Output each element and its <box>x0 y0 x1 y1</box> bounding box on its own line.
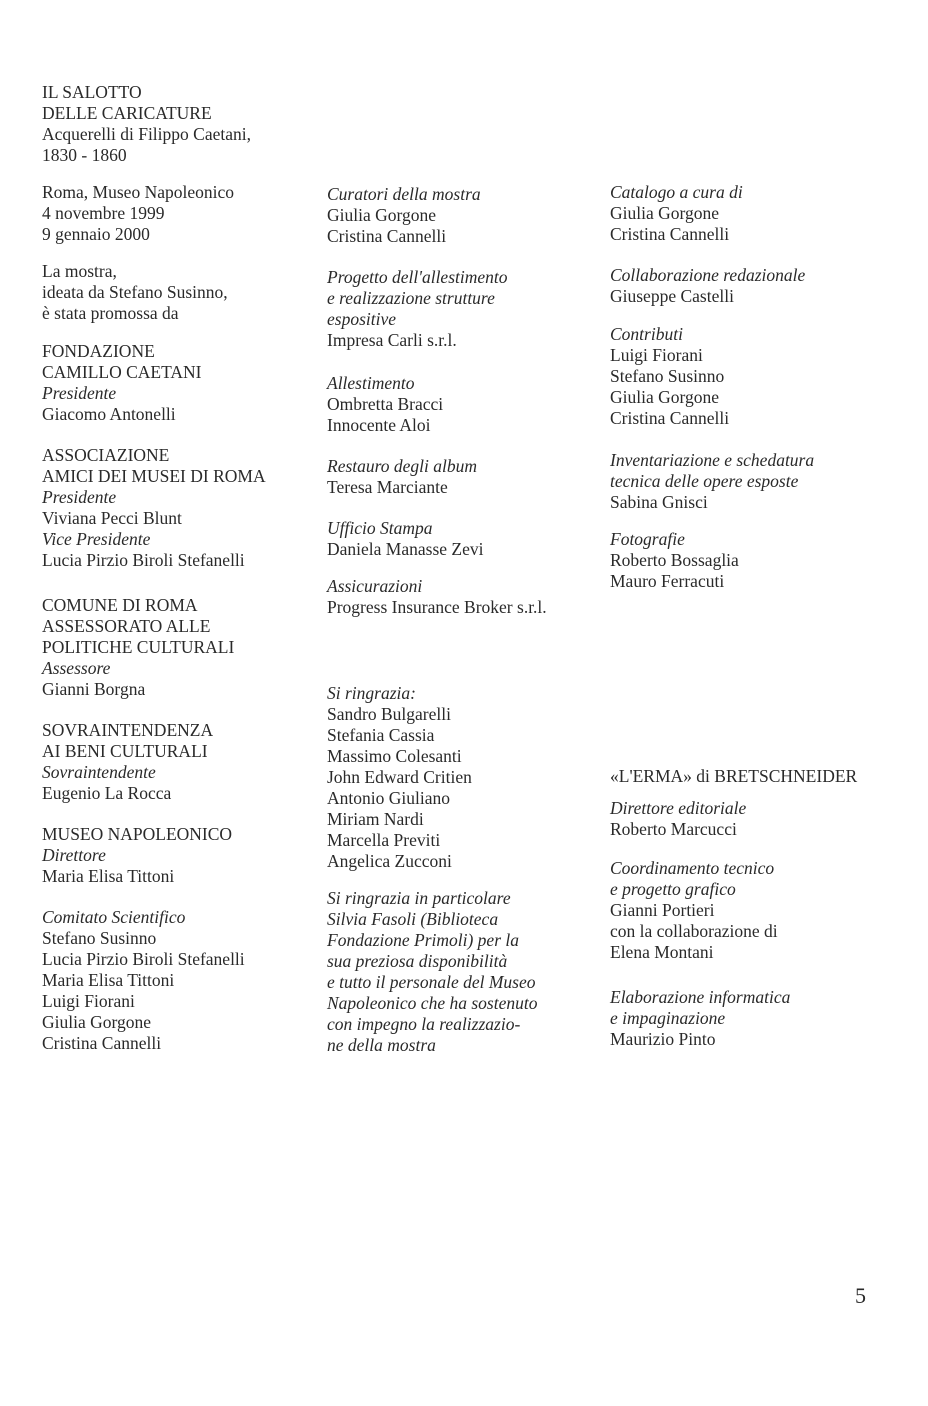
thanks-line: Silvia Fasoli (Biblioteca <box>327 909 499 929</box>
person-name: Stefano Susinno <box>42 928 157 948</box>
ufficio-stampa-block <box>327 518 597 560</box>
person-name: Lucia Pirzio Biroli Stefanelli <box>42 550 245 570</box>
fondazione-block <box>42 341 312 425</box>
exhibition-title <box>42 82 312 166</box>
person-name: Roberto Marcucci <box>610 819 737 839</box>
direttore-block <box>610 798 900 840</box>
venue-dates <box>42 182 312 245</box>
section-heading: Assicurazioni <box>327 576 423 596</box>
company-name: Progress Insurance Broker s.r.l. <box>327 597 547 617</box>
org-name: MUSEO NAPOLEONICO <box>42 824 233 844</box>
person-name: Elena Montani <box>610 942 714 962</box>
thanks-line: con impegno la realizzazio- <box>327 1014 521 1034</box>
person-name: Luigi Fiorani <box>42 991 135 1011</box>
role-label: Direttore <box>42 845 106 865</box>
person-name: Gianni Borgna <box>42 679 146 699</box>
section-heading: Direttore editoriale <box>610 798 747 818</box>
org-name: COMUNE DI ROMA <box>42 595 198 615</box>
catalogo-block <box>610 182 900 245</box>
person-name: Giulia Gorgone <box>610 203 720 223</box>
person-name: Stefania Cassia <box>327 725 435 745</box>
person-name: Eugenio La Rocca <box>42 783 172 803</box>
org-name: AI BENI CULTURALI <box>42 741 208 761</box>
person-name: Giacomo Antonelli <box>42 404 176 424</box>
title-line: Acquerelli di Filippo Caetani, <box>42 124 251 144</box>
person-name: Maurizio Pinto <box>610 1029 716 1049</box>
venue-line: 9 gennaio 2000 <box>42 224 150 244</box>
title-line: DELLE CARICATURE <box>42 103 212 123</box>
section-heading: Collaborazione redazionale <box>610 265 806 285</box>
museo-block <box>42 824 312 887</box>
venue-line: Roma, Museo Napoleonico <box>42 182 234 202</box>
org-name: POLITICHE CULTURALI <box>42 637 235 657</box>
person-name: Maria Elisa Tittoni <box>42 866 175 886</box>
person-name: John Edward Critien <box>327 767 472 787</box>
thanks-line: sua preziosa disponibilità <box>327 951 508 971</box>
role-label: Presidente <box>42 487 117 507</box>
title-line: 1830 - 1860 <box>42 145 127 165</box>
section-heading: Fotografie <box>610 529 685 549</box>
person-name: Cristina Cannelli <box>42 1033 162 1053</box>
person-name: Cristina Cannelli <box>327 226 447 246</box>
intro-line: è stata promossa da <box>42 303 179 323</box>
associazione-block <box>42 445 312 571</box>
curatori-block <box>327 184 597 247</box>
person-name: Miriam Nardi <box>327 809 424 829</box>
section-heading: espositive <box>327 309 397 329</box>
org-name: FONDAZIONE <box>42 341 155 361</box>
sovraintendenza-block <box>42 720 312 804</box>
section-heading: e progetto grafico <box>610 879 736 899</box>
elaborazione-block <box>610 987 900 1050</box>
person-name: Marcella Previti <box>327 830 441 850</box>
assicurazioni-block <box>327 576 597 618</box>
venue-line: 4 novembre 1999 <box>42 203 165 223</box>
credit-line: con la collaborazione di <box>610 921 778 941</box>
comitato-block <box>42 907 312 1054</box>
section-heading: Inventariazione e schedatura <box>610 450 815 470</box>
allestimento-block <box>327 373 597 436</box>
section-heading: Si ringrazia: <box>327 683 416 703</box>
section-heading: Catalogo a cura di <box>610 182 743 202</box>
fotografie-block <box>610 529 900 592</box>
person-name: Giulia Gorgone <box>42 1012 152 1032</box>
restauro-block <box>327 456 597 498</box>
org-name: AMICI DEI MUSEI DI ROMA <box>42 466 266 486</box>
section-heading: Progetto dell'allestimento <box>327 267 508 287</box>
collaborazione-block <box>610 265 900 307</box>
thanks-line: Fondazione Primoli) per la <box>327 930 519 950</box>
person-name: Cristina Cannelli <box>610 224 730 244</box>
section-heading: tecnica delle opere esposte <box>610 471 799 491</box>
ringrazia-block <box>327 683 597 872</box>
person-name: Mauro Ferracuti <box>610 571 725 591</box>
org-name: SOVRAINTENDENZA <box>42 720 214 740</box>
contributi-block <box>610 324 900 429</box>
person-name: Maria Elisa Tittoni <box>42 970 175 990</box>
person-name: Gianni Portieri <box>610 900 715 920</box>
section-heading: Ufficio Stampa <box>327 518 433 538</box>
title-line: IL SALOTTO <box>42 82 142 102</box>
intro-line: ideata da Stefano Susinno, <box>42 282 228 302</box>
thanks-line: e tutto il personale del Museo <box>327 972 536 992</box>
role-label: Sovraintendente <box>42 762 156 782</box>
person-name: Viviana Pecci Blunt <box>42 508 182 528</box>
section-heading: Restauro degli album <box>327 456 478 476</box>
role-label: Vice Presidente <box>42 529 151 549</box>
coordinamento-block <box>610 858 900 963</box>
person-name: Sabina Gnisci <box>610 492 708 512</box>
comune-block <box>42 595 312 700</box>
person-name: Innocente Aloi <box>327 415 431 435</box>
section-heading: Comitato Scientifico <box>42 907 186 927</box>
person-name: Giuseppe Castelli <box>610 286 734 306</box>
intro-line: La mostra, <box>42 261 117 281</box>
thanks-line: Napoleonico che ha sostenuto <box>327 993 538 1013</box>
section-heading: e impaginazione <box>610 1008 726 1028</box>
progetto-block <box>327 267 597 351</box>
section-heading: Allestimento <box>327 373 415 393</box>
section-heading: e realizzazione strutture <box>327 288 495 308</box>
intro-text <box>42 261 312 324</box>
person-name: Massimo Colesanti <box>327 746 462 766</box>
person-name: Luigi Fiorani <box>610 345 703 365</box>
section-heading: Curatori della mostra <box>327 184 481 204</box>
person-name: Ombretta Bracci <box>327 394 444 414</box>
role-label: Assessore <box>42 658 111 678</box>
inventariazione-block <box>610 450 900 513</box>
person-name: Stefano Susinno <box>610 366 725 386</box>
person-name: Antonio Giuliano <box>327 788 450 808</box>
thanks-line: ne della mostra <box>327 1035 436 1055</box>
person-name: Daniela Manasse Zevi <box>327 539 484 559</box>
person-name: Angelica Zucconi <box>327 851 452 871</box>
person-name: Sandro Bulgarelli <box>327 704 451 724</box>
publisher-label: «L'ERMA» di BRETSCHNEIDER <box>610 766 858 786</box>
person-name: Lucia Pirzio Biroli Stefanelli <box>42 949 245 969</box>
section-heading: Coordinamento tecnico <box>610 858 775 878</box>
org-name: CAMILLO CAETANI <box>42 362 202 382</box>
person-name: Roberto Bossaglia <box>610 550 739 570</box>
section-heading: Contributi <box>610 324 683 344</box>
publisher-name <box>610 766 900 787</box>
ringrazia-particolare-block <box>327 888 597 1056</box>
thanks-line: Si ringrazia in particolare <box>327 888 511 908</box>
page-number: 5 <box>855 1283 866 1308</box>
person-name: Teresa Marciante <box>327 477 448 497</box>
role-label: Presidente <box>42 383 117 403</box>
org-name: ASSOCIAZIONE <box>42 445 170 465</box>
company-name: Impresa Carli s.r.l. <box>327 330 457 350</box>
person-name: Giulia Gorgone <box>610 387 720 407</box>
person-name: Giulia Gorgone <box>327 205 437 225</box>
person-name: Cristina Cannelli <box>610 408 730 428</box>
org-name: ASSESSORATO ALLE <box>42 616 211 636</box>
section-heading: Elaborazione informatica <box>610 987 791 1007</box>
